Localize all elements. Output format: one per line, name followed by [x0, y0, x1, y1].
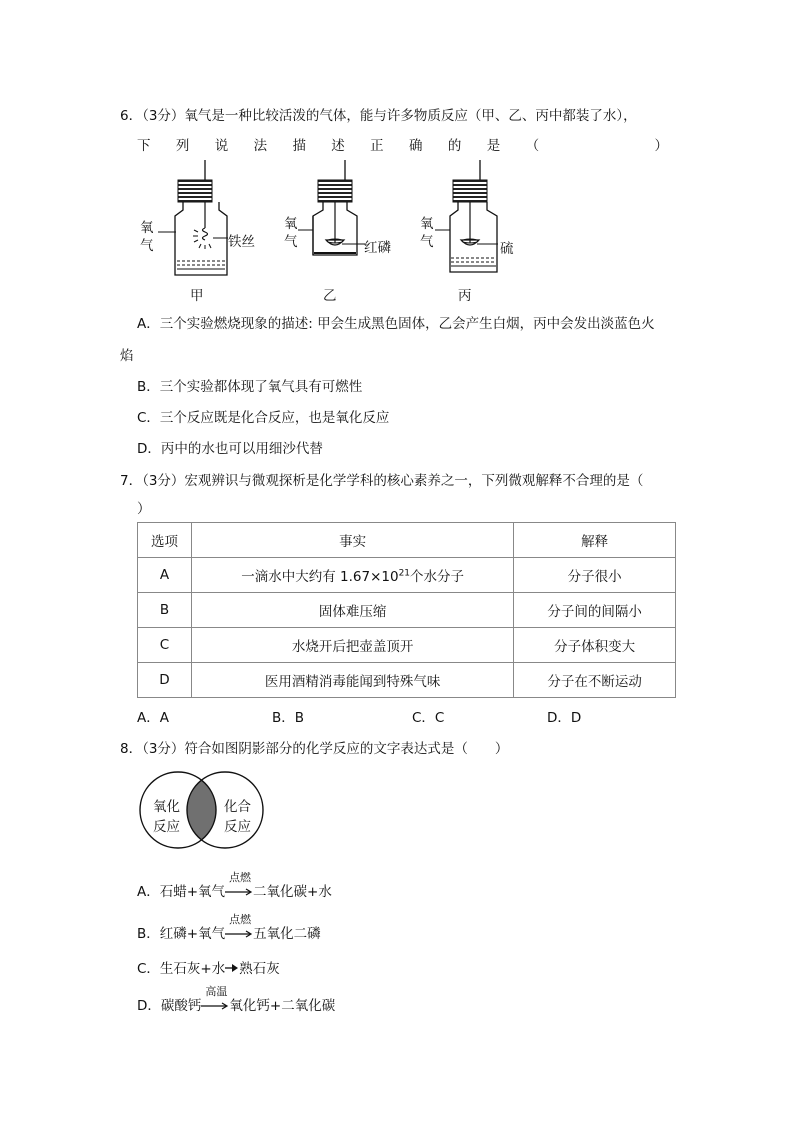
q6-stem-char: 列 [175, 138, 190, 154]
q6-stem-char: 下 [137, 138, 151, 154]
table-row [138, 593, 676, 628]
reaction-arrow [225, 913, 253, 938]
q8-option-a [137, 871, 332, 900]
table-cell-option: B [138, 593, 192, 628]
q7-stem-line1: 7．（3分）宏观辨识与微观探析是化学学科的核心素养之一，下列微观解释不合理的是（ [120, 473, 644, 489]
q6-option-c: C．三个反应既是化合反应，也是氧化反应 [137, 410, 390, 426]
table-header-row [138, 523, 676, 558]
q7-choice-a: A．A [137, 710, 169, 726]
q7-stem-line2: ） [137, 501, 151, 517]
reaction-condition: 高温 [205, 985, 228, 998]
table-cell-explanation: 分子体积变大 [514, 628, 676, 663]
q8-option-c [137, 957, 280, 977]
q6-stem-line1: 6．（3分）氧气是一种比较活泼的气体，能与许多物质反应（甲、乙、丙中都装了水）， [120, 108, 637, 124]
label-oxygen-jia-top: 氧 [140, 220, 154, 236]
bottle-yi [298, 160, 365, 255]
q6-option-d: D．丙中的水也可以用细沙代替 [137, 441, 323, 457]
eq-lhs: D．碳酸钙 [137, 998, 202, 1014]
label-oxygen-jia-bottom: 气 [140, 238, 154, 254]
table-cell-fact [191, 558, 513, 593]
label-bottle-bing: 丙 [458, 288, 472, 304]
eq-rhs: 五氧化二磷 [253, 926, 321, 942]
eq-lhs: B．红磷+氧气 [137, 926, 226, 942]
table-row [138, 558, 676, 593]
table-cell-option: D [138, 663, 192, 698]
label-oxygen-yi-bottom: 气 [284, 234, 298, 250]
table-header: 选项 [138, 523, 192, 558]
table-cell-explanation: 分子间的间隔小 [514, 593, 676, 628]
q7-table [137, 522, 676, 698]
table-cell-fact: 固体难压缩 [191, 593, 513, 628]
venn-right-label-2: 反应 [224, 819, 251, 835]
q6-stem-char: 正 [370, 138, 384, 154]
q7-choice-b: B．B [272, 710, 305, 726]
table-cell-fact: 医用酒精消毒能闻到特殊气味 [191, 663, 513, 698]
bottle-jia [158, 160, 228, 275]
label-substance-jia: 铁丝 [228, 234, 255, 250]
reaction-arrow [225, 871, 253, 896]
label-bottle-jia: 甲 [190, 288, 204, 304]
q6-stem-char: （ [525, 138, 540, 154]
fact-text: 一滴水中大约有 1.67×10 [241, 569, 399, 585]
q6-stem-char: 的 [447, 138, 462, 154]
q6-option-a-cont: 焰 [120, 348, 134, 364]
table-row [138, 628, 676, 663]
bottle-bing [435, 160, 498, 272]
label-oxygen-bing-bottom: 气 [420, 234, 434, 250]
arrow-icon [225, 961, 239, 973]
q6-stem-char: 确 [409, 138, 423, 154]
q8-option-d [137, 985, 336, 1014]
venn-right-label-1: 化合 [224, 799, 251, 815]
table-header: 事实 [191, 523, 513, 558]
q6-stem-char: 是 [486, 138, 501, 154]
table-cell-option: A [138, 558, 192, 593]
q6-stem-char: 说 [214, 138, 229, 154]
q8-stem: 8．（3分）符合如图阴影部分的化学反应的文字表达式是（ ） [120, 741, 509, 757]
reaction-arrow [201, 985, 229, 1010]
table-cell-fact: 水烧开后把壶盖顶开 [191, 628, 513, 663]
eq-lhs: C．生石灰+水 [137, 961, 226, 977]
table-row [138, 663, 676, 698]
reaction-condition: 点燃 [229, 871, 252, 884]
q7-choice-c: C．C [412, 710, 445, 726]
q6-stem-char: 述 [331, 138, 345, 154]
q7-choice-d: D．D [547, 710, 582, 726]
eq-rhs: 熟石灰 [239, 961, 280, 977]
eq-rhs: 二氧化碳+水 [253, 884, 332, 900]
table-header: 解释 [514, 523, 676, 558]
q6-stem-char: 法 [253, 138, 268, 154]
table-cell-explanation: 分子很小 [514, 558, 676, 593]
eq-rhs: 氧化钙+二氧化碳 [229, 998, 336, 1014]
fact-exponent: 21 [398, 568, 411, 579]
reaction-condition: 点燃 [229, 913, 252, 926]
venn-left-label-2: 反应 [153, 819, 180, 835]
table-cell-explanation: 分子在不断运动 [514, 663, 676, 698]
fact-text-suffix: 个水分子 [410, 569, 465, 585]
label-oxygen-yi-top: 氧 [284, 216, 298, 232]
q6-option-a: A．三个实验燃烧现象的描述: 甲会生成黑色固体，乙会产生白烟，丙中会发出淡蓝色火 [137, 316, 655, 332]
venn-left-label-1: 氧化 [153, 799, 180, 815]
label-bottle-yi: 乙 [323, 288, 337, 304]
label-substance-yi: 红磷 [364, 240, 391, 256]
arrow-icon [201, 996, 229, 1010]
q6-stem-char: ） [654, 138, 668, 154]
label-oxygen-bing-top: 氧 [420, 216, 434, 232]
arrow-icon [225, 882, 253, 896]
eq-lhs: A．石蜡+氧气 [137, 884, 226, 900]
q6-stem-line2 [137, 134, 668, 154]
label-substance-bing: 硫 [500, 241, 514, 257]
q6-stem-char: 描 [292, 138, 306, 154]
table-cell-option: C [138, 628, 192, 663]
arrow-icon [225, 924, 253, 938]
q8-option-b [137, 913, 321, 942]
q6-option-b: B．三个实验都体现了氧气具有可燃性 [137, 379, 363, 395]
